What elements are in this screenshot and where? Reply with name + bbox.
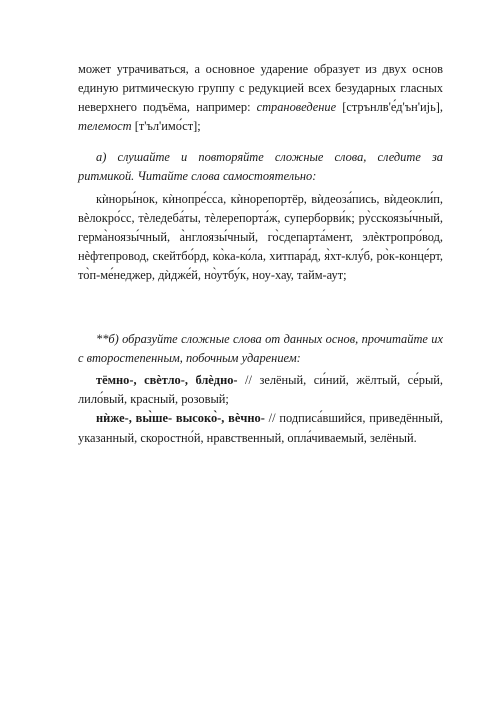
task-b-group-1	[78, 371, 443, 409]
example-transcription-1: [стрънлв'е́д'ън'иjь],	[336, 100, 443, 115]
task-b-instruction: **б) образуйте сложные слова от данных основ, прочитайте их с второстепенным, побочным ударением:	[78, 332, 443, 366]
task-b-group-2	[78, 409, 443, 447]
intro-paragraph	[78, 60, 443, 136]
group-1-stems: тёмно-, свѐтло-, блѐдно-	[96, 373, 238, 388]
example-word-2: телемост	[78, 119, 132, 134]
group-2-stems: нѝже-, вы̀ше- высоко̀-, вѐчно-	[96, 411, 265, 426]
intro-text: может утрачиваться, а основное ударение образует из двух основ единую ритмическую группу с редукцией всех безударных гласных неверхнего подъёма, например:	[78, 62, 443, 115]
task-a-instruction: а) слушайте и повторяйте сложные слова, следите за ритмикой. Читайте слова самостоятельно:	[78, 150, 443, 184]
task-a-word-list: кѝноры́нок, кѝнопре́сса, кѝнорепортёр, вѝдеоза́пись, вѝдеокли́п, вѐлокро́сс, тѐледеба́ты, тѐлерепорта́ж, суперборви́к; ру̀сскоязы́чный, герма̀ноязы́чный, а̀нглоязы́чный, го̀сдепарта́мент, элѐктропро́вод, нѐфтепровод, скейтбо́рд, ко̀ка-ко́ла, хитпара́д, я̀хт-клу́б, ро̀к-конце́рт, то̀п-ме́неджер, дѝдже́й, но̀утбу́к, ноу-хау, тайм-аут;	[78, 191, 443, 282]
group-2-words: // подписа́вшийся, приведённый, указанный, скоростно́й, нравственный, опла́чиваемый, зелёный.	[78, 411, 443, 445]
document-page	[78, 60, 443, 448]
group-1-words: // зелёный, си́ний, жёлтый, се́рый, лило́вый, красный, розовый;	[78, 373, 443, 407]
example-word-1: страноведение	[256, 100, 337, 115]
example-transcription-2: [т'ъл'имо́ст];	[131, 119, 201, 134]
